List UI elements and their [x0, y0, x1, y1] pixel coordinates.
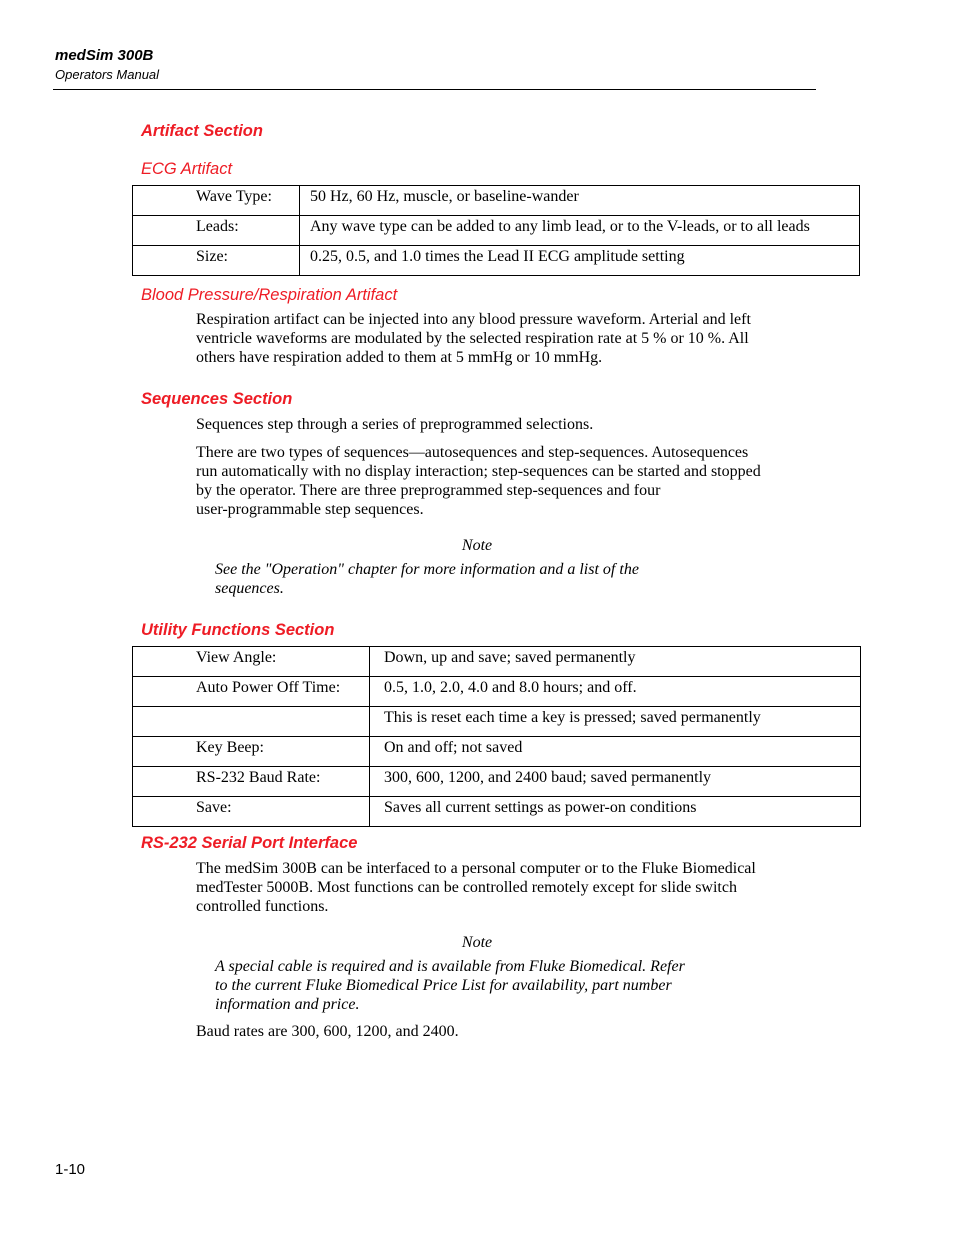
- table-cell-value: 300, 600, 1200, and 2400 baud; saved permanently: [370, 767, 861, 797]
- ecg-artifact-heading: ECG Artifact: [141, 160, 233, 178]
- sequences-intro-paragraph: Sequences step through a series of preprogrammed selections.: [196, 416, 594, 433]
- table-cell-label: Key Beep:: [133, 737, 370, 767]
- table-cell-value: On and off; not saved: [370, 737, 861, 767]
- table-cell-label: Size:: [133, 246, 300, 276]
- table-cell-value: This is reset each time a key is pressed; saved permanently: [370, 707, 861, 737]
- table-cell-value: Saves all current settings as power-on conditions: [370, 797, 861, 827]
- table-row: [133, 707, 861, 737]
- paragraph-line: controlled functions.: [196, 898, 329, 915]
- note-label: Note: [461, 934, 493, 951]
- table-cell-label: View Angle:: [133, 647, 370, 677]
- paragraph-line: user-programmable step sequences.: [196, 501, 424, 518]
- paragraph-line: by the operator. There are three preprogrammed step-sequences and four: [196, 482, 661, 499]
- table-row: [133, 677, 861, 707]
- ecg-artifact-table: [132, 185, 860, 276]
- table-row: [133, 216, 860, 246]
- baud-rates-paragraph: Baud rates are 300, 600, 1200, and 2400.: [196, 1023, 459, 1040]
- table-cell-label: Wave Type:: [133, 186, 300, 216]
- paragraph-line: run automatically with no display interaction; step-sequences can be started and stopped: [196, 463, 761, 480]
- utility-functions-table: [132, 646, 861, 827]
- paragraph-line: The medSim 300B can be interfaced to a personal computer or to the Fluke Biomedical: [196, 860, 756, 877]
- table-row: [133, 737, 861, 767]
- utility-section-heading: Utility Functions Section: [141, 621, 335, 639]
- table-cell-label: Save:: [133, 797, 370, 827]
- table-cell-value: 50 Hz, 60 Hz, muscle, or baseline-wander: [300, 186, 860, 216]
- note-line: sequences.: [215, 580, 284, 597]
- table-cell-value: Any wave type can be added to any limb lead, or to the V-leads, or to all leads: [300, 216, 860, 246]
- artifact-section-heading: Artifact Section: [141, 122, 263, 140]
- note-line: A special cable is required and is available from Fluke Biomedical. Refer: [215, 958, 685, 975]
- rs232-section-heading: RS-232 Serial Port Interface: [141, 834, 358, 852]
- sequences-types-paragraph: [196, 443, 761, 519]
- paragraph-line: There are two types of sequences—autosequences and step-sequences. Autosequences: [196, 444, 749, 461]
- note-line: to the current Fluke Biomedical Price List for availability, part number: [215, 977, 672, 994]
- rs232-paragraph: [196, 859, 756, 916]
- table-cell-label: Auto Power Off Time:: [133, 677, 370, 707]
- rs232-note-text: [215, 957, 685, 1014]
- note-line: See the "Operation" chapter for more information and a list of the: [215, 561, 639, 578]
- table-cell-label: RS-232 Baud Rate:: [133, 767, 370, 797]
- paragraph-line: medTester 5000B. Most functions can be controlled remotely except for slide switch: [196, 879, 737, 896]
- paragraph-line: Respiration artifact can be injected into any blood pressure waveform. Arterial and left: [196, 311, 751, 328]
- table-row: [133, 797, 861, 827]
- manual-subtitle: Operators Manual: [55, 67, 160, 82]
- bp-artifact-paragraph: [196, 310, 751, 367]
- note-label: Note: [461, 537, 493, 554]
- table-row: [133, 647, 861, 677]
- page-number: 1-10: [55, 1161, 86, 1178]
- table-row: [133, 246, 860, 276]
- paragraph-line: ventricle waveforms are modulated by the selected respiration rate at 5 % or 10 %. All: [196, 330, 749, 347]
- paragraph-line: others have respiration added to them at 5 mmHg or 10 mmHg.: [196, 349, 603, 366]
- bp-artifact-heading: Blood Pressure/Respiration Artifact: [141, 286, 398, 304]
- table-cell-value: 0.25, 0.5, and 1.0 times the Lead II ECG amplitude setting: [300, 246, 860, 276]
- table-cell-label: [133, 707, 370, 737]
- header-divider: [53, 89, 816, 90]
- sequences-note-text: [215, 560, 639, 598]
- sequences-section-heading: Sequences Section: [141, 390, 293, 408]
- note-line: information and price.: [215, 996, 360, 1013]
- table-cell-value: 0.5, 1.0, 2.0, 4.0 and 8.0 hours; and off.: [370, 677, 861, 707]
- table-row: [133, 767, 861, 797]
- manual-title: medSim 300B: [55, 47, 154, 64]
- table-cell-value: Down, up and save; saved permanently: [370, 647, 861, 677]
- table-cell-label: Leads:: [133, 216, 300, 246]
- table-row: [133, 186, 860, 216]
